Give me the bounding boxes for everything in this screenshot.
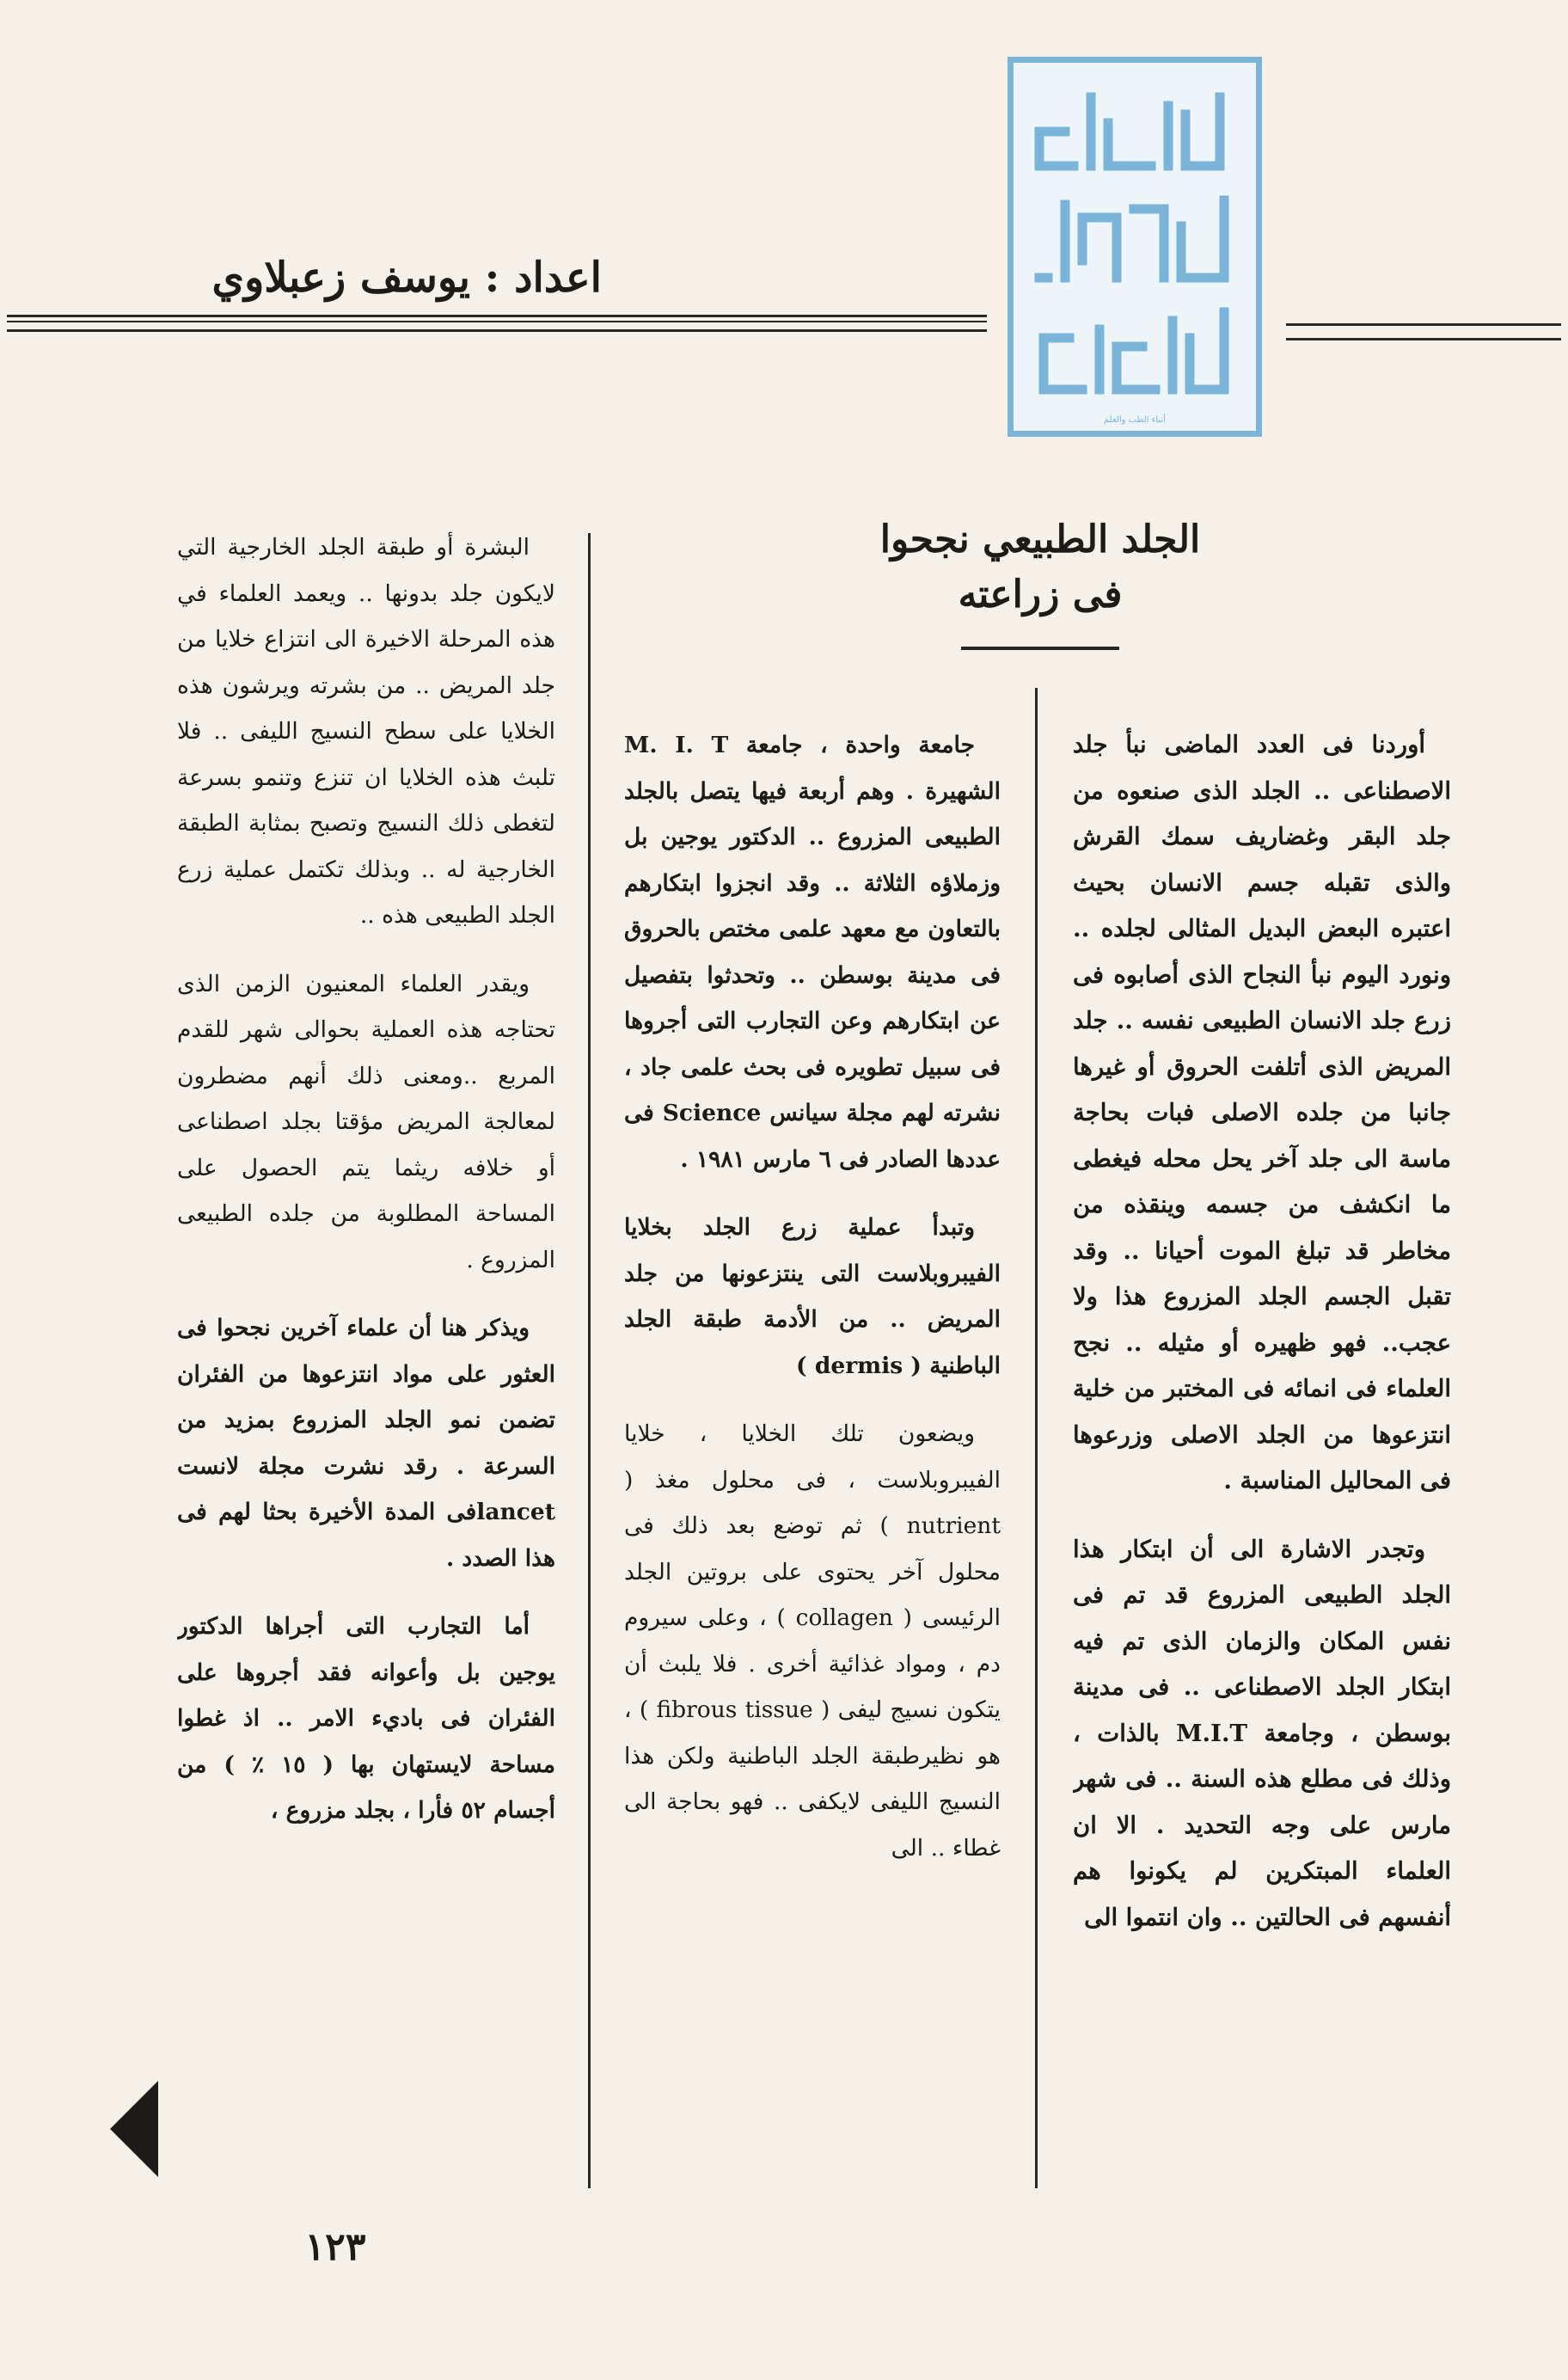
paragraph: وتجدر الاشارة الى أن ابتكار هذا الجلد الطبيعى المزروع قد تم فى نفس المكان والزمان الذى تم فيه ابتكار الجلد الاصطناعى .. فى مدينة بوسطن ، وجامعة M.I.T بالذات ، وذلك فى مطلع هذه السنة .. فى شهر مارس على وجه التحديد . الا ان العلماء المبتكرين لم يكونوا هم أنفسهم فى الحالتين .. وان انتموا الى <box>1073 1535 1451 1931</box>
article-column-left <box>177 524 555 2188</box>
paragraph: ويذكر هنا أن علماء آخرين نجحوا فى العثور على مواد انتزعوها من الفئران تضمن نمو الجلد المزروع بمزيد من السرعة . رقد نشرت مجلة لانست lancetفى المدة الأخيرة بحثا لهم فى هذا الصدد . <box>177 1315 555 1572</box>
article-headline: الجلد الطبيعي نجحوا فى زراعته <box>879 518 1201 616</box>
article-column-right <box>1073 722 1451 2188</box>
page-number: ١٢٣ <box>304 2225 366 2269</box>
column-divider-right <box>1035 688 1038 2188</box>
paragraph: البشرة أو طبقة الجلد الخارجية التي لايكون جلد بدونها .. ويعمد العلماء في هذه المرحلة الاخيرة الى انتزاع خلايا من جلد المريض .. من بشرته ويرشون هذه الخلايا على سطح النسيج الليفى .. فلا تلبث هذه الخلايا ان تنزع وتنمو بسرعة لتغطى ذلك النسيج وتصبح بمثابة الطبقة الخارجية له .. وبذلك تكتمل عملية زرع الجلد الطبيعى هذه .. <box>177 534 555 929</box>
paragraph: أما التجارب التى أجراها الدكتور يوجين بل وأعوانه فقد أجروها على الفئران فى باديء الامر .. اذ غطوا مساحة لايستهان بها ( ١٥ ٪ ) من أجسام ٥٢ فأرا ، بجلد مزروع ، <box>177 1613 555 1824</box>
paragraph: أوردنا فى العدد الماضى نبأ جلد الاصطناعى .. الجلد الذى صنعوه من جلد البقر وغضاريف سمك القرش والذى تقبله جسم الانسان بحيث اعتبره البعض البديل المثالى لجلده .. ونورد اليوم نبأ النجاح الذى أصابوه فى زرع جلد الانسان الطبيعى نفسه .. جلد المريض الذى أتلفت الحروق أو غيرها جانبا من جلده الاصلى فبات بحاجة ماسة الى جلد آخر يحل محله فيغطى ما انكشف من جسمه وينقذه من مخاطر قد تبلغ الموت أحيانا .. وقد تقبل الجسم الجلد المزروع هذا ولا عجب.. فهو ظهيره أو مثيله .. نجح العلماء فى انمائه فى المختبر من خلية انتزعوها من الجلد الاصلى وزرعوها فى المحاليل المناسبة . <box>1073 731 1451 1494</box>
author-byline: اعداد : يوسف زعبلاوي <box>211 254 602 302</box>
paragraph: ويقدر العلماء المعنيون الزمن الذى تحتاجه هذه العملية بحوالى شهر للقدم المربع ..ومعنى ذلك أنهم مضطرون لمعالجة المريض مؤقتا بجلد اصطناعى أو خلافه ريثما يتم الحصول على المساحة المطلوبة من جلده الطبيعى المزروع . <box>177 970 555 1273</box>
continue-arrow-icon <box>110 2081 158 2177</box>
section-logo <box>1008 57 1262 437</box>
logo-text: أنباء الطب والعلم <box>1104 415 1166 425</box>
header-rule-right <box>1286 323 1561 340</box>
headline-underline <box>961 647 1119 650</box>
paragraph: ويضعون تلك الخلايا ، خلايا الفيبروبلاست ، فى محلول مغذ ( nutrient ) ثم توضع بعد ذلك فى محلول آخر يحتوى على بروتين الجلد الرئيسى ( collagen ) ، وعلى سيروم دم ، ومواد غذائية أخرى . فلا يلبث أن يتكون نسيج ليفى ( fibrous tissue ) ، هو نظيرطبقة الجلد الباطنية ولكن هذا النسيج الليفى لايكفى .. فهو بحاجة الى غطاء .. الى <box>624 1420 1001 1862</box>
paragraph: جامعة واحدة ، جامعة M. I. T الشهيرة . وهم أربعة فيها يتصل بالجلد الطبيعى المزروع .. الدكتور يوجين بل وزملاؤه الثلاثة .. وقد انجزوا ابتكارهم بالتعاون مع معهد علمى مختص بالحروق فى مدينة بوسطن .. وتحدثوا بتفصيل عن ابتكارهم وعن التجارب التى أجروها فى سبيل تطويره فى بحث علمى جاد ، نشرته لهم مجلة سيانس Science فى عددها الصادر فى ٦ مارس ١٩٨١ . <box>624 732 1001 1173</box>
paragraph: وتبدأ عملية زرع الجلد بخلايا الفيبروبلاست التى ينتزعونها من جلد المريض .. من الأدمة طبقة الجلد الباطنية ( dermis ) <box>624 1214 1001 1379</box>
article-column-middle <box>624 722 1001 2188</box>
column-divider-left <box>588 533 591 2188</box>
header-rule-left <box>7 315 987 332</box>
kufic-logo-icon <box>1014 63 1256 431</box>
